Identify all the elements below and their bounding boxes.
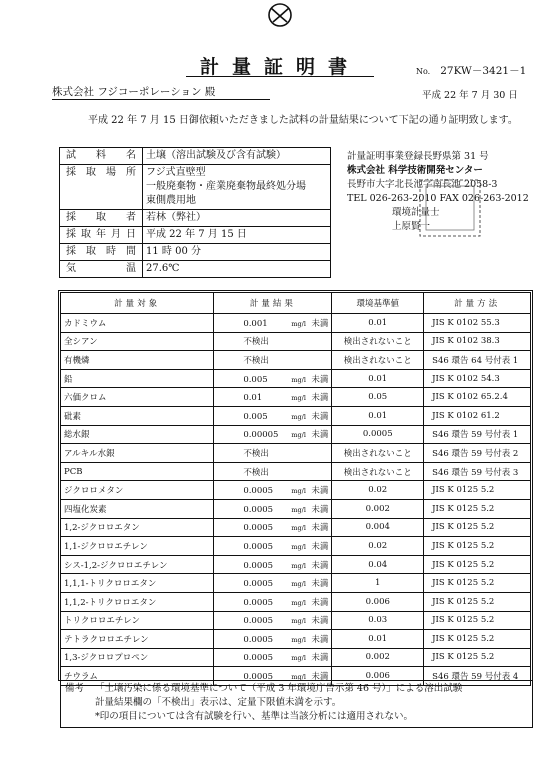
table-row (61, 611, 531, 630)
info-value: 27.6℃ (143, 261, 331, 278)
info-label: 採取者 (60, 210, 143, 227)
cell-method: S46 環告 59 号付表 4 (424, 667, 531, 686)
intro-text: 平成 22 年 7 月 15 日御依頼いただきました試料の計量結果について下記の通り証明致します。 (88, 115, 518, 126)
issuer-tel-fax: TEL 026-263-2010 FAX 026-263-2012 (347, 193, 529, 204)
info-label: 採取時間 (60, 244, 143, 261)
cell-result (214, 462, 332, 481)
info-label: 試料名 (60, 148, 143, 165)
cell-result-unit: mg/l (291, 561, 306, 570)
info-row (60, 227, 331, 244)
cell-result-qualifier: 未満 (311, 523, 329, 534)
cell-item: 1,1,2-トリクロロエタン (61, 592, 214, 611)
cell-result (214, 314, 332, 333)
col-header-method: 計量方法 (424, 293, 531, 314)
table-row (61, 332, 531, 351)
cell-standard: 検出されないこと (332, 462, 424, 481)
cell-standard: 0.01 (332, 314, 424, 333)
cell-item: 六価クロム (61, 388, 214, 407)
cell-item: PCB (61, 462, 214, 481)
cell-result (214, 351, 332, 370)
cell-result-qualifier: 未満 (311, 672, 329, 683)
results-table (60, 292, 531, 686)
cell-result-value: 不検出 (243, 467, 269, 478)
cell-result-value: 0.0005 (243, 504, 274, 515)
cell-item: トリクロロエチレン (61, 611, 214, 630)
info-label: 採取年月日 (60, 227, 143, 244)
addressee-underline (52, 99, 270, 100)
cell-result-unit: mg/l (291, 487, 306, 496)
cell-method: JIS K 0125 5.2 (424, 555, 531, 574)
table-row (61, 574, 531, 593)
cell-standard: 0.01 (332, 630, 424, 649)
cell-standard: 検出されないこと (332, 332, 424, 351)
cell-method: S46 環告 59 号付表 3 (424, 462, 531, 481)
cell-item: 1,1-ジクロロエチレン (61, 537, 214, 556)
cell-item: カドミウム (61, 314, 214, 333)
registration-number: 計量証明事業登録長野県第 31 号 (347, 151, 489, 162)
cell-result-value: 0.0005 (243, 486, 274, 497)
cell-result-unit: mg/l (291, 635, 306, 644)
title-underline (186, 76, 374, 77)
company-logo-icon (265, 2, 295, 28)
cell-item: 1,1,1-トリクロロエタン (61, 574, 214, 593)
cell-result (214, 499, 332, 518)
table-row (61, 425, 531, 444)
note-line: 計量結果欄の「不検出」表示は、定量下限値未満を示す。 (95, 697, 342, 708)
cell-method: JIS K 0125 5.2 (424, 611, 531, 630)
cell-method: S46 環告 64 号付表 1 (424, 351, 531, 370)
info-row (60, 261, 331, 278)
cell-result-qualifier: 未満 (311, 579, 329, 590)
cell-result-qualifier: 未満 (311, 616, 329, 627)
note-line: *印の項目については含有試験を行い、基準は当該分析には適用されない。 (95, 711, 414, 722)
cell-result-value: 0.0005 (243, 634, 274, 645)
cell-result-unit: mg/l (291, 524, 306, 533)
cell-result-unit: mg/l (291, 673, 306, 682)
issue-date: 平成 22 年 7 月 30 日 (422, 90, 518, 101)
cell-result-qualifier: 未満 (311, 541, 329, 552)
info-value: 若林（弊社） (143, 210, 331, 227)
cell-result (214, 481, 332, 500)
table-row (61, 462, 531, 481)
cell-standard: 検出されないこと (332, 444, 424, 463)
table-row (61, 630, 531, 649)
cell-result-value: 0.01 (243, 393, 263, 404)
cell-method: JIS K 0125 5.2 (424, 537, 531, 556)
page-title: 計量証明書 (200, 56, 361, 78)
cell-result-value: 不検出 (243, 337, 269, 348)
official-seal-icon (410, 178, 490, 238)
issuer-company: 株式会社 科学技術開発センター (347, 165, 483, 176)
cell-result (214, 332, 332, 351)
table-row (61, 648, 531, 667)
cell-item: 砒素 (61, 406, 214, 425)
info-row (60, 210, 331, 227)
info-label: 採取場所 (60, 165, 143, 210)
cell-result-unit: mg/l (291, 412, 306, 421)
cell-result-unit: mg/l (291, 598, 306, 607)
cell-standard: 検出されないこと (332, 351, 424, 370)
cell-result-value: 0.00005 (243, 430, 279, 441)
issuer-address: 長野市大字北長池字南長池 2058-3 (347, 179, 498, 190)
cell-result-unit: mg/l (291, 580, 306, 589)
cell-method: JIS K 0125 5.2 (424, 499, 531, 518)
cell-standard: 0.002 (332, 499, 424, 518)
cell-result (214, 537, 332, 556)
table-row (61, 537, 531, 556)
cell-method: JIS K 0125 5.2 (424, 518, 531, 537)
info-value: フジ式直壁型 一般廃棄物・産業廃棄物最終処分場 東側農用地 (143, 165, 331, 210)
cell-result (214, 444, 332, 463)
cell-method: JIS K 0102 65.2.4 (424, 388, 531, 407)
info-value: 土壌（溶出試験及び含有試験） (143, 148, 331, 165)
cell-method: S46 環告 59 号付表 1 (424, 425, 531, 444)
cell-method: S46 環告 59 号付表 2 (424, 444, 531, 463)
cell-standard: 0.004 (332, 518, 424, 537)
table-row (61, 592, 531, 611)
cell-result (214, 611, 332, 630)
cell-method: JIS K 0125 5.2 (424, 481, 531, 500)
col-header-target: 計量対象 (61, 293, 214, 314)
info-value: 11 時 00 分 (143, 244, 331, 261)
cell-result-value: 不検出 (243, 448, 269, 459)
cell-result-qualifier: 未満 (311, 411, 329, 422)
col-header-standard: 環境基準値 (332, 293, 424, 314)
info-row (60, 148, 331, 165)
info-label: 気温 (60, 261, 143, 278)
info-row (60, 165, 331, 210)
cell-result-unit: mg/l (291, 375, 306, 384)
cell-standard: 0.05 (332, 388, 424, 407)
cell-result-unit: mg/l (291, 394, 306, 403)
cell-result (214, 369, 332, 388)
cell-result-unit: mg/l (291, 319, 306, 328)
cell-standard: 0.006 (332, 667, 424, 686)
cell-result (214, 555, 332, 574)
note-line: 「土壌汚染に係る環境基準について（平成 3 年環境庁告示第 46 号）」による溶出試験 (95, 683, 463, 694)
cell-standard: 0.02 (332, 537, 424, 556)
cell-result (214, 518, 332, 537)
addressee: 株式会社 フジコーポレーション 殿 (52, 86, 216, 98)
table-row (61, 351, 531, 370)
cell-result-value: 0.005 (243, 374, 268, 385)
cell-result-unit: mg/l (291, 542, 306, 551)
cell-result-value: 0.0005 (243, 597, 274, 608)
cell-result (214, 406, 332, 425)
col-header-result: 計量結果 (214, 293, 332, 314)
cell-item: 1,2-ジクロロエタン (61, 518, 214, 537)
notes-block (60, 680, 533, 728)
cell-result-qualifier: 未満 (311, 430, 329, 441)
cell-method: JIS K 0102 55.3 (424, 314, 531, 333)
table-row (61, 518, 531, 537)
cell-result (214, 425, 332, 444)
cell-result-value: 0.005 (243, 411, 268, 422)
cell-result-unit: mg/l (291, 431, 306, 440)
cell-item: 全シアン (61, 332, 214, 351)
cell-result-unit: mg/l (291, 617, 306, 626)
cell-item: アルキル水銀 (61, 444, 214, 463)
cell-result-unit: mg/l (291, 654, 306, 663)
cell-item: 1,3-ジクロロプロペン (61, 648, 214, 667)
cell-result (214, 648, 332, 667)
cell-item: ジクロロメタン (61, 481, 214, 500)
table-row (61, 314, 531, 333)
table-row (61, 406, 531, 425)
cell-result-qualifier: 未満 (311, 560, 329, 571)
cell-result-value: 0.0005 (243, 560, 274, 571)
cell-method: JIS K 0125 5.2 (424, 648, 531, 667)
cell-standard: 0.02 (332, 481, 424, 500)
results-header-row (61, 293, 531, 314)
cell-result (214, 592, 332, 611)
cell-result-value: 0.0005 (243, 541, 274, 552)
cell-item: 鉛 (61, 369, 214, 388)
table-row (61, 369, 531, 388)
cell-standard: 0.0005 (332, 425, 424, 444)
notes-label: 備考 (65, 683, 85, 694)
document-number-label: No. (416, 67, 431, 76)
cell-standard: 0.006 (332, 592, 424, 611)
cell-result-qualifier: 未満 (311, 374, 329, 385)
info-value: 平成 22 年 7 月 15 日 (143, 227, 331, 244)
cell-result-qualifier: 未満 (311, 504, 329, 515)
cell-item: シス-1,2-ジクロロエチレン (61, 555, 214, 574)
cell-method: JIS K 0125 5.2 (424, 574, 531, 593)
cell-result-value: 0.0005 (243, 672, 274, 683)
cell-method: JIS K 0102 38.3 (424, 332, 531, 351)
cell-result-value: 不検出 (243, 355, 269, 366)
table-row (61, 555, 531, 574)
cell-item: チウラム (61, 667, 214, 686)
cell-item: テトラクロロエチレン (61, 630, 214, 649)
table-row (61, 388, 531, 407)
table-row (61, 481, 531, 500)
cell-result-qualifier: 未満 (311, 597, 329, 608)
cell-result-qualifier: 未満 (311, 634, 329, 645)
cell-method: JIS K 0125 5.2 (424, 592, 531, 611)
cell-standard: 0.01 (332, 369, 424, 388)
document-number (416, 63, 526, 78)
cell-item: 総水銀 (61, 425, 214, 444)
cell-result (214, 388, 332, 407)
document-number-value: 27KW－3421－1 (440, 65, 527, 77)
info-row (60, 244, 331, 261)
sample-info-table (59, 147, 331, 278)
table-row (61, 444, 531, 463)
cell-result-qualifier: 未満 (311, 393, 329, 404)
cell-method: JIS K 0102 61.2 (424, 406, 531, 425)
cell-item: 四塩化炭素 (61, 499, 214, 518)
cell-standard: 1 (332, 574, 424, 593)
cell-result (214, 574, 332, 593)
cell-result-qualifier: 未満 (311, 653, 329, 664)
cell-standard: 0.04 (332, 555, 424, 574)
cell-item: 有機燐 (61, 351, 214, 370)
cell-method: JIS K 0102 54.3 (424, 369, 531, 388)
cell-result-value: 0.0005 (243, 653, 274, 664)
cell-result (214, 630, 332, 649)
cell-result-value: 0.001 (243, 318, 268, 329)
cell-result-value: 0.0005 (243, 616, 274, 627)
table-row (61, 499, 531, 518)
cell-result-qualifier: 未満 (311, 318, 329, 329)
cell-result-value: 0.0005 (243, 579, 274, 590)
cell-result-qualifier: 未満 (311, 486, 329, 497)
issuer-name: 上原賢一 (392, 221, 431, 232)
cell-standard: 0.01 (332, 406, 424, 425)
cell-result-value: 0.0005 (243, 523, 274, 534)
cell-standard: 0.002 (332, 648, 424, 667)
issuer-role: 環境計量士 (392, 207, 440, 218)
cell-method: JIS K 0125 5.2 (424, 630, 531, 649)
cell-result-unit: mg/l (291, 505, 306, 514)
cell-standard: 0.03 (332, 611, 424, 630)
